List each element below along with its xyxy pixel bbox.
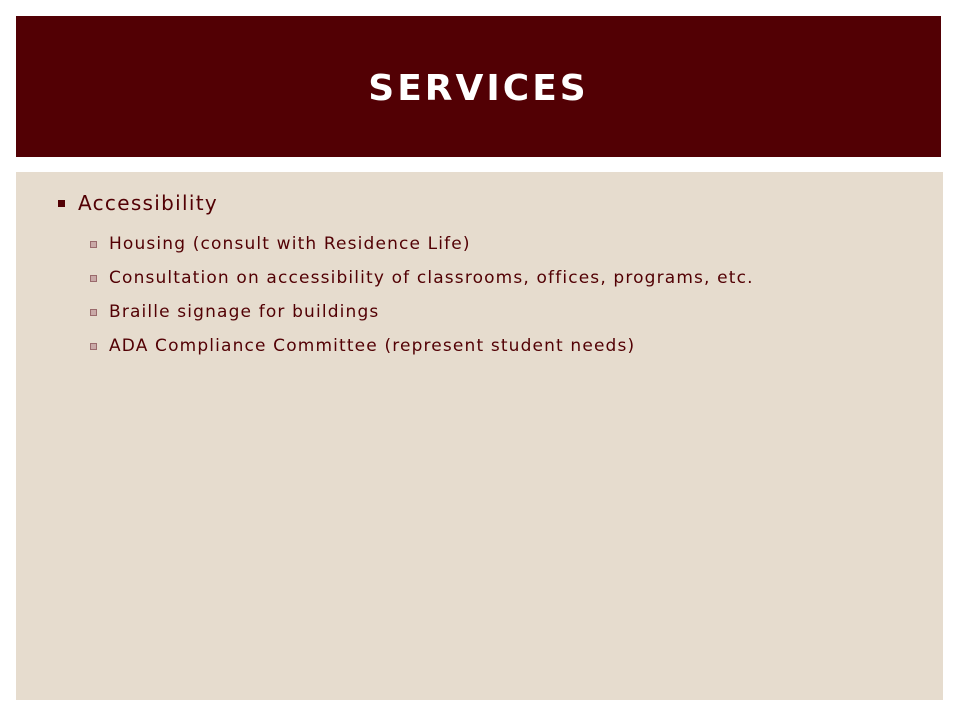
square-bullet-icon	[58, 200, 65, 207]
slide-title: SERVICES	[368, 68, 589, 109]
square-bullet-icon	[90, 275, 97, 282]
sub-bullet-item	[90, 295, 754, 329]
sub-bullet-text: Braille signage for buildings	[109, 302, 380, 322]
square-bullet-icon	[90, 309, 97, 316]
bullet-item-accessibility	[58, 191, 218, 215]
square-bullet-icon	[90, 241, 97, 248]
sub-bullet-text: ADA Compliance Committee (represent student needs)	[109, 336, 636, 356]
bullet-label: Accessibility	[78, 191, 218, 215]
sub-bullet-text: Consultation on accessibility of classrooms, offices, programs, etc.	[109, 268, 754, 288]
sub-bullet-text: Housing (consult with Residence Life)	[109, 234, 471, 254]
sub-bullet-list	[90, 227, 754, 363]
sub-bullet-item	[90, 227, 754, 261]
title-bar	[16, 16, 941, 157]
sub-bullet-item	[90, 329, 754, 363]
sub-bullet-item	[90, 261, 754, 295]
content-panel	[16, 172, 943, 700]
square-bullet-icon	[90, 343, 97, 350]
